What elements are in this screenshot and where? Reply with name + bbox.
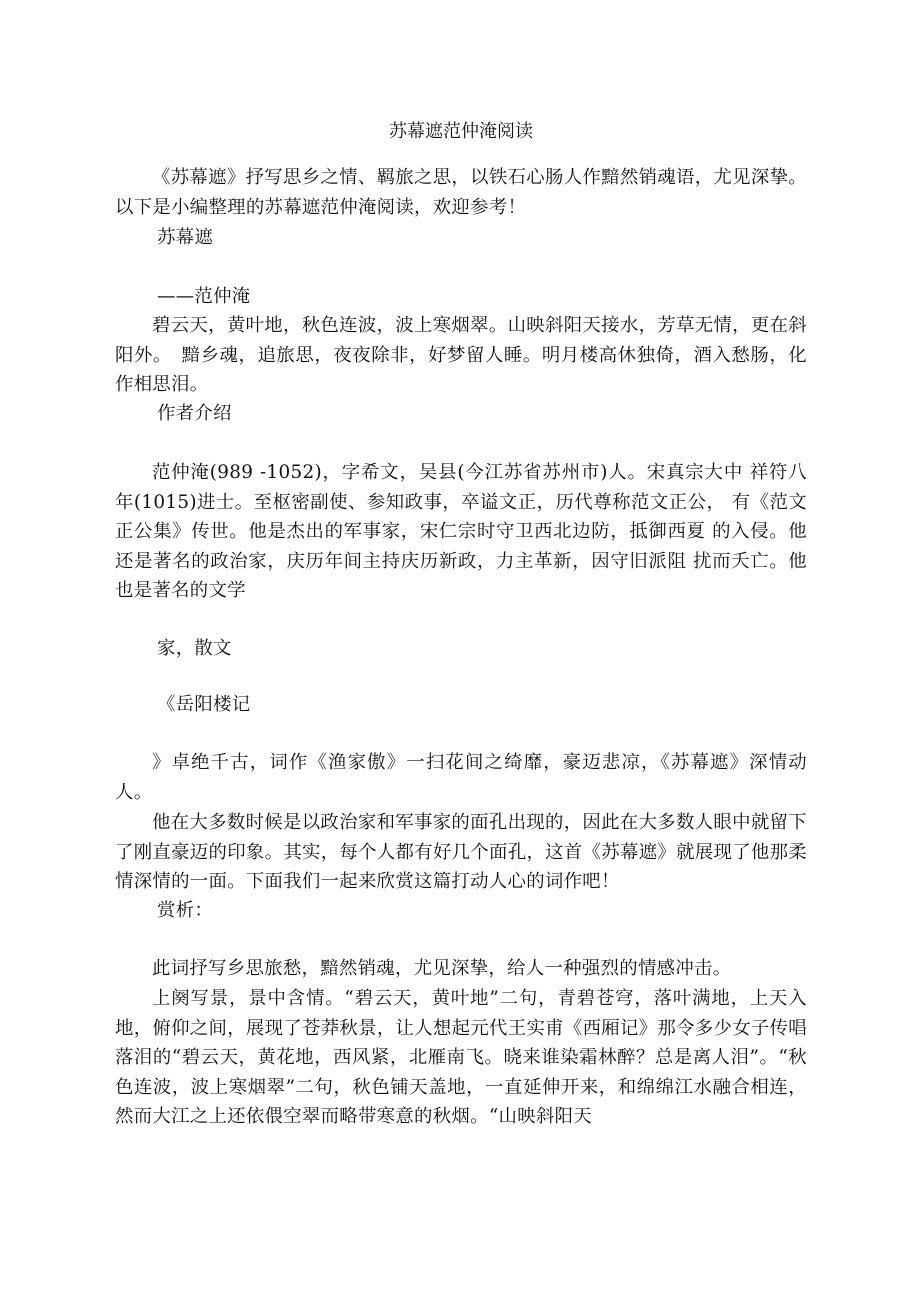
faces-paragraph: 他在大多数时候是以政治家和军事家的面孔出现的，因此在大多数人眼中就留下了刚直豪迈的印象。其实，每个人都有好几个面孔，这首《苏幕遮》就展现了他那柔情深情的一面。下面我们一起来欣赏这篇打动人心的词作吧！ <box>115 812 807 892</box>
bio-fragment-paragraph: 》卓绝千古，词作《渔家傲》一扫花间之绮靡，豪迈悲凉，《苏幕遮》深情动人。 <box>115 752 807 803</box>
appreciation-heading: 赏析： <box>157 900 214 921</box>
analysis-paragraph: 上阕写景，景中含情。“碧云天，黄叶地”二句，青碧苍穹，落叶满地，上天入地，俯仰之间，展现了苍莽秋景，让人想起元代王实甫《西厢记》那令多少女子传唱落泪的“碧云天，黄花地，西风紧，北雁南飞。晓来谁染霜林醉？总是离人泪”。“秋色连波，波上寒烟翠”二句，秋色铺天盖地，一直延伸开来，和绵绵江水融合相连，然而大江之上还依偎空翠而略带寒意的秋烟。“山映斜阳天 <box>115 988 807 1127</box>
poem-author: ——范仲淹 <box>157 286 251 307</box>
intro-paragraph: 《苏幕遮》抒写思乡之情、羁旅之思，以铁石心肠人作黯然销魂语，尤见深挚。以下是小编整理的苏幕遮范仲淹阅读，欢迎参考！ <box>115 167 807 218</box>
document-title: 苏幕遮范仲淹阅读 <box>389 121 533 142</box>
author-bio-paragraph: 范仲淹(989 -1052)，字希文，吴县(今江苏省苏州市)人。宋真宗大中 祥符八年(1015)进士。至枢密副使、参知政事，卒谥文正，历代尊称范文正公， 有《范文正公集》传世。他是杰出的军事家，宋仁宗时守卫西北边防，抵御西夏 的入侵。他还是著名的政治家，庆历年间主持庆历新政，力主革新，因守旧派阻 扰而夭亡。他也是著名的文学 <box>115 462 807 601</box>
poem-text: 碧云天，黄叶地，秋色连波，波上寒烟翠。山映斜阳天接水，芳草无情，更在斜阳外。 黯乡魂，追旅思，夜夜除非，好梦留人睡。明月楼高休独倚，酒入愁肠，化作相思泪。 <box>115 315 807 395</box>
poem-title: 苏幕遮 <box>157 227 214 248</box>
author-heading: 作者介绍 <box>157 403 232 424</box>
summary-paragraph: 此词抒写乡思旅愁，黯然销魂，尤见深挚，给人一种强烈的情感冲击。 <box>152 958 732 979</box>
bio-fragment-line: 《岳阳楼记 <box>157 694 251 715</box>
bio-fragment-line: 家，散文 <box>157 638 232 659</box>
